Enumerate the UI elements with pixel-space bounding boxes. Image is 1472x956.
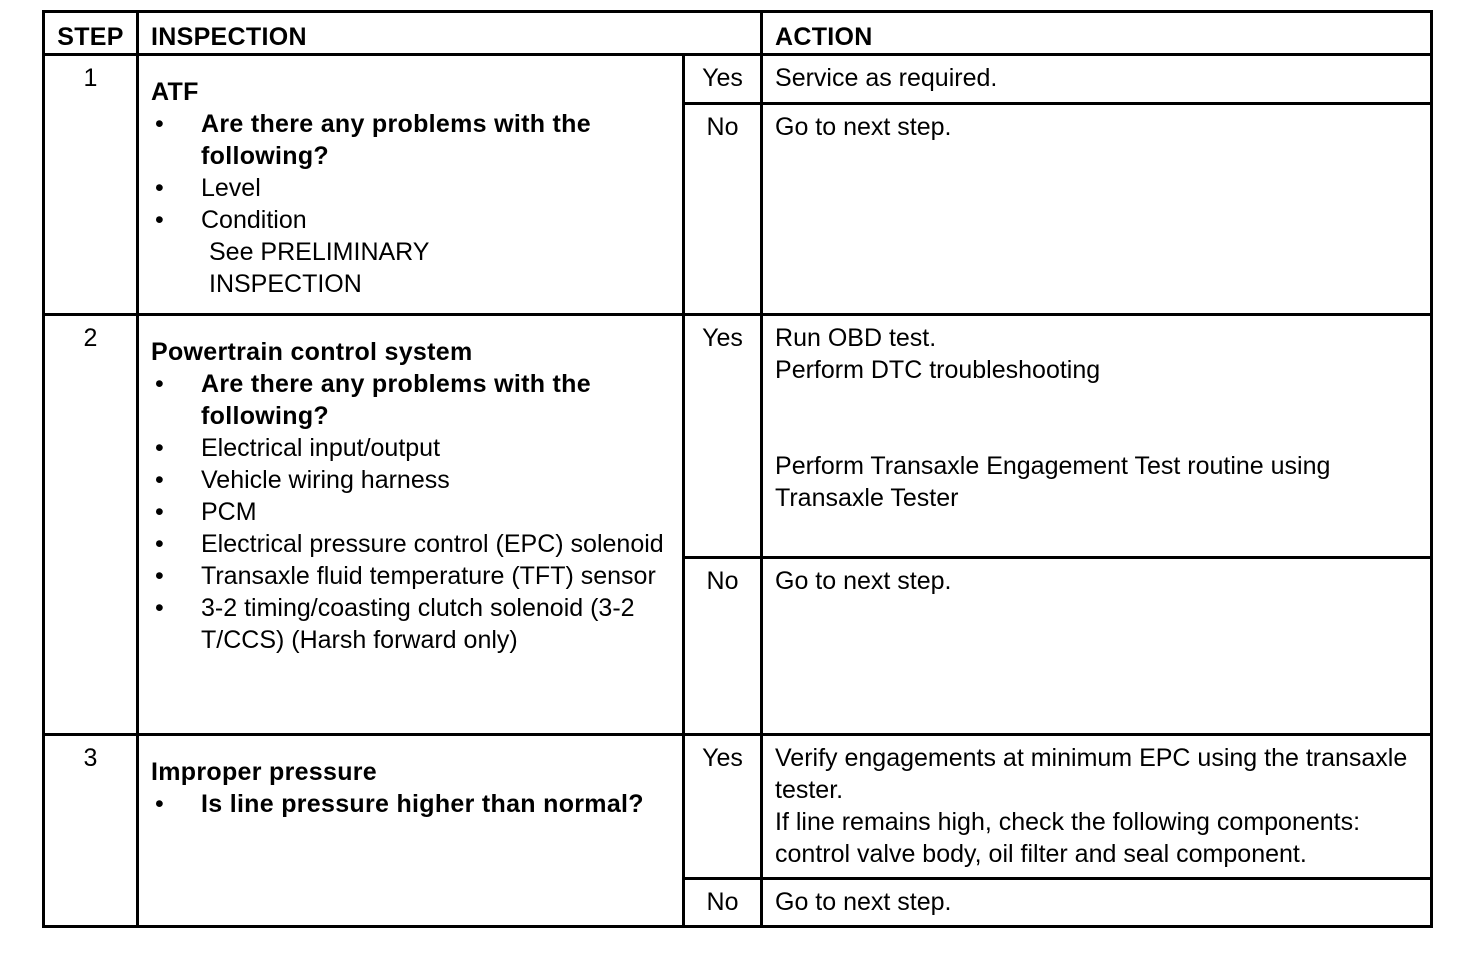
- no-label: No: [684, 878, 762, 926]
- inspection-cell: [138, 314, 684, 734]
- inspection-list: [151, 108, 676, 236]
- header-step: STEP: [44, 12, 138, 55]
- inspection-item: • Electrical input/output: [151, 432, 676, 464]
- inspection-cell: [138, 734, 684, 926]
- inspection-title: Powertrain control system: [151, 337, 473, 366]
- step-number: 2: [44, 314, 138, 734]
- inspection-item: • Transaxle fluid temperature (TFT) sensor: [151, 560, 676, 592]
- table-row-step-2-yes: [44, 314, 1432, 557]
- yes-action: Service as required.: [762, 55, 1432, 103]
- yes-action-line: Verify engagements at minimum EPC using the transaxle tester.: [775, 743, 1408, 804]
- inspection-item: • 3-2 timing/coasting clutch solenoid (3-2 T/CCS) (Harsh forward only): [151, 592, 676, 656]
- inspection-note: See PRELIMINARY INSPECTION: [209, 238, 430, 299]
- inspection-list: [151, 368, 676, 656]
- yes-action-line: Perform Transaxle Engagement Test routine using Transaxle Tester: [775, 451, 1331, 512]
- no-label: No: [684, 557, 762, 734]
- inspection-list: [151, 788, 676, 820]
- no-action: Go to next step.: [762, 103, 1432, 314]
- inspection-cell: [138, 55, 684, 315]
- inspection-item: • Level: [151, 172, 676, 204]
- no-action: Go to next step.: [762, 878, 1432, 926]
- inspection-question: • Are there any problems with the following?: [151, 108, 676, 172]
- troubleshooting-table: [42, 10, 1433, 928]
- inspection-item: • PCM: [151, 496, 676, 528]
- header-inspection: INSPECTION: [138, 12, 762, 55]
- no-label: No: [684, 103, 762, 314]
- step-number: 3: [44, 734, 138, 926]
- yes-action-cell: [762, 734, 1432, 878]
- yes-action-cell: [762, 314, 1432, 557]
- yes-action-line: Run OBD test.: [775, 323, 937, 352]
- inspection-question: • Is line pressure higher than normal?: [151, 788, 676, 820]
- inspection-title: Improper pressure: [151, 757, 378, 786]
- yes-action-line: Perform DTC troubleshooting: [775, 355, 1101, 384]
- yes-label: Yes: [684, 314, 762, 557]
- yes-label: Yes: [684, 734, 762, 878]
- inspection-title: ATF: [151, 78, 199, 107]
- inspection-item: • Electrical pressure control (EPC) solenoid: [151, 528, 676, 560]
- header-row: [44, 12, 1432, 55]
- yes-label: Yes: [684, 55, 762, 103]
- inspection-item: • Vehicle wiring harness: [151, 464, 676, 496]
- table-row-step-3-yes: [44, 734, 1432, 878]
- yes-action-line: If line remains high, check the following components: control valve body, oil filter and seal component.: [775, 807, 1361, 868]
- no-action: Go to next step.: [762, 557, 1432, 734]
- inspection-question: • Are there any problems with the following?: [151, 368, 676, 432]
- inspection-item: • Condition: [151, 204, 676, 236]
- header-action: ACTION: [762, 12, 1432, 55]
- step-number: 1: [44, 55, 138, 315]
- table-row-step-1-yes: [44, 55, 1432, 103]
